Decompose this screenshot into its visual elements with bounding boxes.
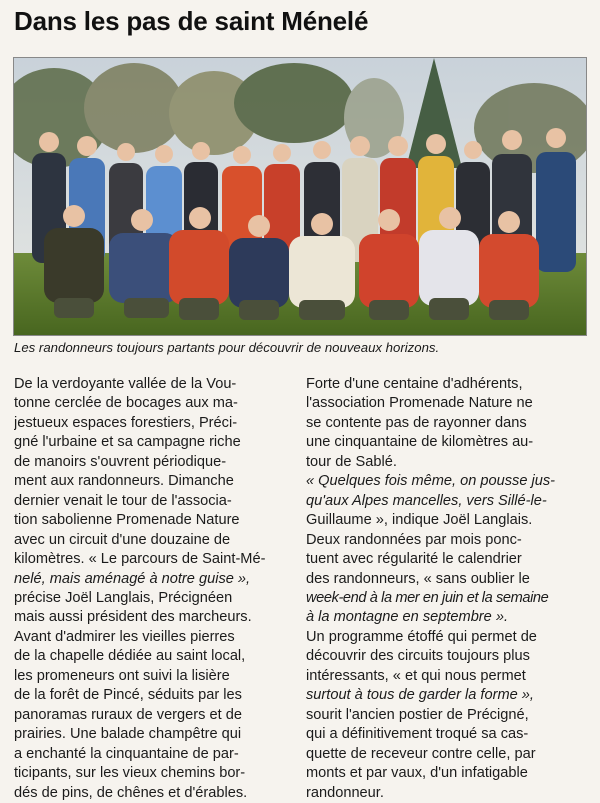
text-line: une cinquantaine de kilomètres au- bbox=[306, 434, 534, 451]
text-line: intéressants, « et qui nous permet bbox=[306, 667, 526, 684]
text-line: découvrir des circuits toujours plus bbox=[306, 648, 530, 665]
text-line: tuent avec régularité le calendrier bbox=[306, 551, 522, 568]
text-line: Deux randonnées par mois ponc- bbox=[306, 531, 522, 548]
text-line-quote: « Quelques fois même, on pousse jus- bbox=[306, 473, 556, 490]
article-headline: Dans les pas de saint Ménelé bbox=[14, 6, 369, 36]
text-line: de la forêt de Pincé, séduits par les bbox=[14, 687, 242, 704]
text-line-quote: kilomètres. « Le parcours de Saint-Mé- bbox=[14, 551, 266, 568]
article-body-right-column bbox=[306, 375, 583, 803]
text-line-quote: à la montagne en septembre ». bbox=[306, 609, 509, 626]
text-line: avec un circuit d'une douzaine de bbox=[14, 531, 231, 548]
photo-caption: Les randonneurs toujours partants pour découvrir de nouveaux horizons. bbox=[14, 340, 440, 355]
text-line: quette de receveur contre celle, par bbox=[306, 745, 536, 762]
text-line: les promeneurs ont suivi la lisière bbox=[14, 667, 230, 684]
group-photo bbox=[13, 57, 587, 336]
text-line-quote: week-end à la mer en juin et la semaine bbox=[306, 589, 549, 606]
text-line: dernier venait le tour de l'associa- bbox=[14, 492, 232, 509]
text-line: gné l'urbaine et sa campagne riche bbox=[14, 434, 241, 451]
article-body-left-column bbox=[14, 375, 292, 803]
text-line: dés de pins, de chênes et d'érables. bbox=[14, 784, 248, 801]
text-line: monts et par vaux, d'un infatigable bbox=[306, 765, 528, 782]
hikers-group-illustration bbox=[14, 58, 586, 335]
text-line: panoramas ruraux de vergers et de bbox=[14, 706, 242, 723]
text-line-quote: nelé, mais aménagé à notre guise », bbox=[14, 570, 251, 587]
text-line: de la chapelle dédiée au saint local, bbox=[14, 648, 246, 665]
text-line: Guillaume », indique Joël Langlais. bbox=[306, 512, 533, 529]
text-line: tonne cerclée de bocages aux ma- bbox=[14, 395, 238, 412]
text-line: Un programme étoffé qui permet de bbox=[306, 628, 537, 645]
text-line: qui a définitivement troqué sa cas- bbox=[306, 726, 529, 743]
text-line-quote: surtout à tous de garder la forme », bbox=[306, 687, 534, 704]
text-line: jestueux espaces forestiers, Préci- bbox=[14, 414, 238, 431]
text-line-quote: qu'aux Alpes mancelles, vers Sillé-le- bbox=[306, 492, 547, 509]
text-line: précise Joël Langlais, Précignéen bbox=[14, 589, 233, 606]
text-line: prairies. Une balade champêtre qui bbox=[14, 726, 242, 743]
text-line: tion sabolienne Promenade Nature bbox=[14, 512, 240, 529]
text-line: Forte d'une centaine d'adhérents, bbox=[306, 376, 523, 392]
text-line: ment aux randonneurs. Dimanche bbox=[14, 473, 234, 490]
text-line: Avant d'admirer les vieilles pierres bbox=[14, 628, 235, 645]
text-line: se contente pas de rayonner dans bbox=[306, 414, 527, 431]
text-line: des randonneurs, « sans oublier le bbox=[306, 570, 530, 587]
text-line: l'association Promenade Nature ne bbox=[306, 395, 533, 412]
text-line: De la verdoyante vallée de la Vou- bbox=[14, 376, 237, 392]
text-line: ticipants, sur les vieux chemins bor- bbox=[14, 765, 246, 782]
text-line: randonneur. bbox=[306, 784, 384, 801]
text-line: a enchanté la cinquantaine de par- bbox=[14, 745, 239, 762]
text-line: mais aussi président des marcheurs. bbox=[14, 609, 252, 626]
text-line: tour de Sablé. bbox=[306, 453, 397, 470]
text-line: sourit l'ancien postier de Précigné, bbox=[306, 706, 529, 723]
text-line: de manoirs s'ouvrent périodique- bbox=[14, 453, 227, 470]
